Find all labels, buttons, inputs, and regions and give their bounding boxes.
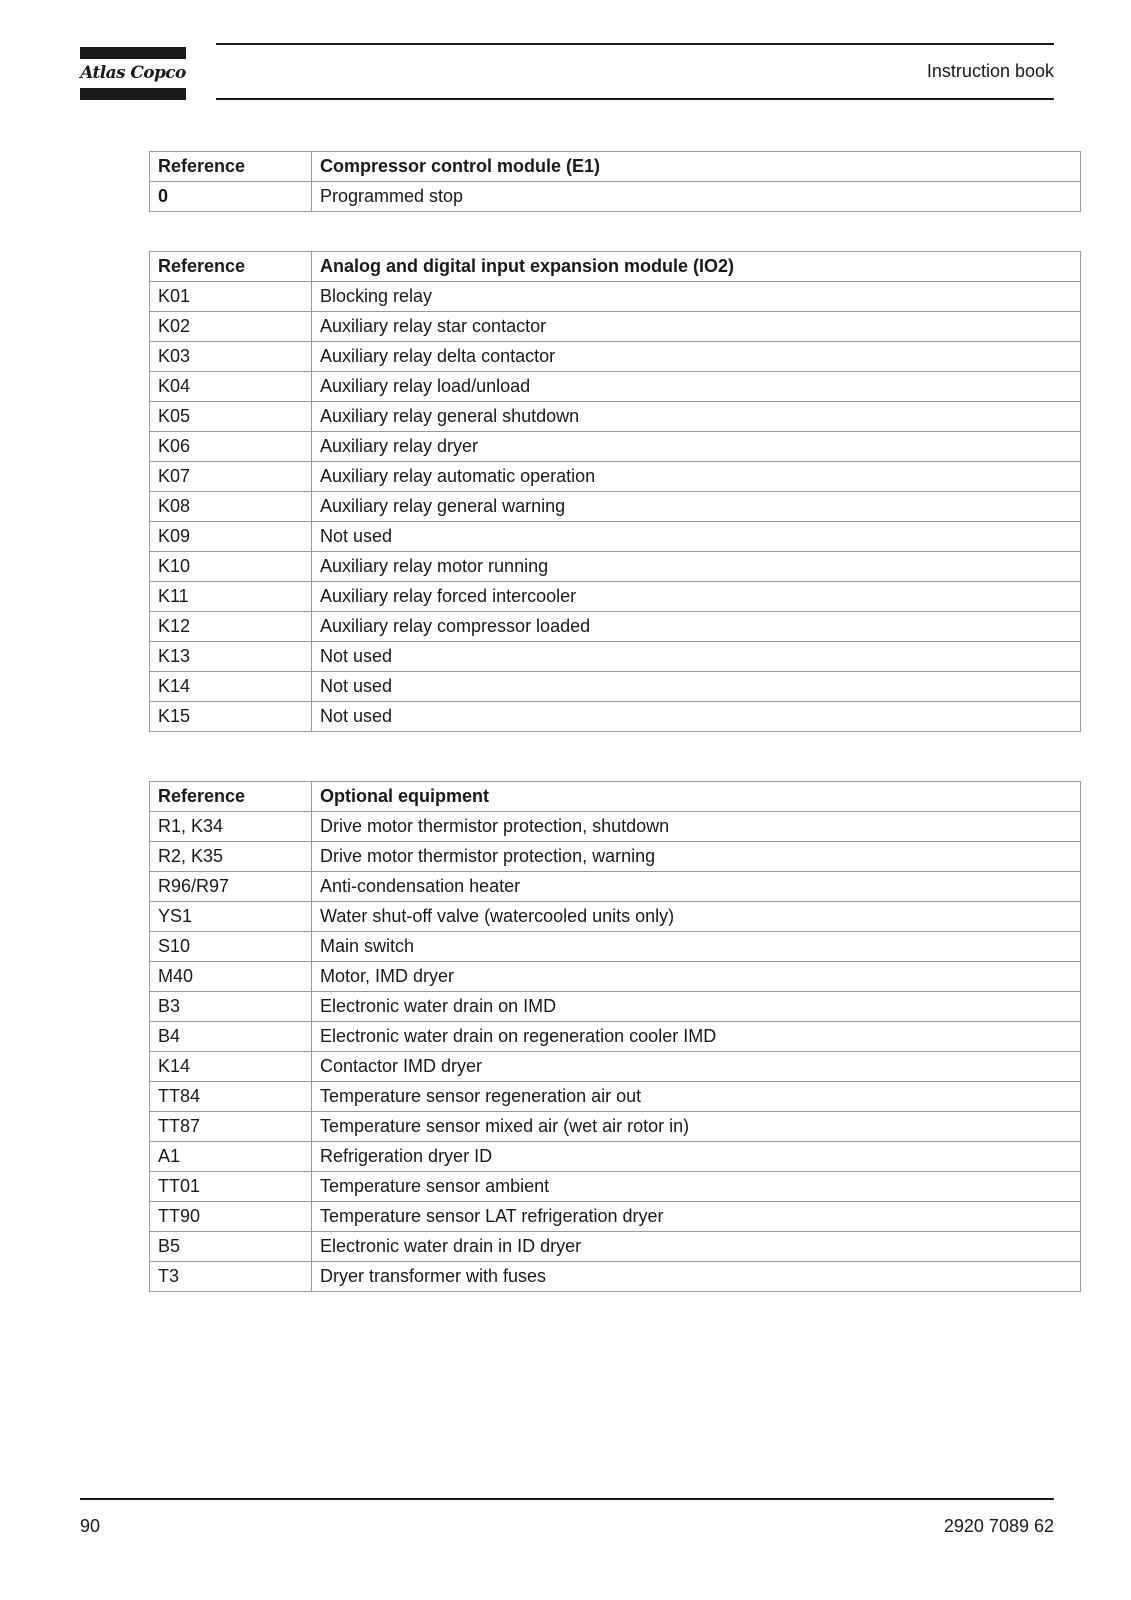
table-row [150,372,1081,402]
reference-cell: K10 [150,552,312,582]
reference-cell: R2, K35 [150,842,312,872]
optional-equipment-table [149,781,1081,1292]
reference-cell: K14 [150,1052,312,1082]
table-row [150,842,1081,872]
description-cell: Drive motor thermistor protection, warning [312,842,1081,872]
table-row [150,992,1081,1022]
reference-cell: K15 [150,702,312,732]
description-cell: Electronic water drain in ID dryer [312,1232,1081,1262]
table-row [150,1262,1081,1292]
description-cell: Auxiliary relay star contactor [312,312,1081,342]
table-row [150,432,1081,462]
reference-cell: K08 [150,492,312,522]
column-header-reference: Reference [150,252,312,282]
reference-cell: K04 [150,372,312,402]
description-cell: Water shut-off valve (watercooled units only) [312,902,1081,932]
table-row [150,282,1081,312]
description-cell: Main switch [312,932,1081,962]
description-cell: Not used [312,672,1081,702]
document-number: 2920 7089 62 [943,1516,1054,1536]
table-row [150,932,1081,962]
table-header-row [150,252,1081,282]
table-row [150,582,1081,612]
table-header-row [150,152,1081,182]
table-row [150,342,1081,372]
description-cell: Auxiliary relay load/unload [312,372,1081,402]
reference-cell: K12 [150,612,312,642]
table-header-row [150,782,1081,812]
reference-cell: A1 [150,1142,312,1172]
logo-bar-top [80,47,186,59]
description-cell: Auxiliary relay general shutdown [312,402,1081,432]
reference-cell: TT90 [150,1202,312,1232]
description-cell: Auxiliary relay delta contactor [312,342,1081,372]
table-row [150,522,1081,552]
reference-cell: M40 [150,962,312,992]
table-row [150,1082,1081,1112]
description-cell: Temperature sensor mixed air (wet air rotor in) [312,1112,1081,1142]
table-row [150,672,1081,702]
table-row [150,552,1081,582]
description-cell: Auxiliary relay compressor loaded [312,612,1081,642]
reference-cell: T3 [150,1262,312,1292]
table-row [150,312,1081,342]
description-cell: Auxiliary relay forced intercooler [312,582,1081,612]
reference-cell: B5 [150,1232,312,1262]
compressor-control-module-table [149,151,1081,212]
reference-cell: K06 [150,432,312,462]
column-header-description: Optional equipment [312,782,1081,812]
reference-cell: TT01 [150,1172,312,1202]
atlas-copco-logo [80,47,186,100]
description-cell: Contactor IMD dryer [312,1052,1081,1082]
table-row [150,812,1081,842]
table-row [150,492,1081,522]
description-cell: Refrigeration dryer ID [312,1142,1081,1172]
reference-cell: TT87 [150,1112,312,1142]
description-cell: Dryer transformer with fuses [312,1262,1081,1292]
table-row [150,1112,1081,1142]
reference-cell: S10 [150,932,312,962]
description-cell: Not used [312,522,1081,552]
table-row [150,1052,1081,1082]
io2-expansion-module-table [149,251,1081,732]
reference-cell: 0 [150,182,312,212]
header-rule-bottom [216,98,1054,100]
reference-cell: YS1 [150,902,312,932]
description-cell: Electronic water drain on IMD [312,992,1081,1022]
reference-cell: K02 [150,312,312,342]
description-cell: Temperature sensor regeneration air out [312,1082,1081,1112]
description-cell: Auxiliary relay motor running [312,552,1081,582]
reference-cell: K05 [150,402,312,432]
description-cell: Auxiliary relay general warning [312,492,1081,522]
reference-cell: K11 [150,582,312,612]
table-row [150,1232,1081,1262]
description-cell: Blocking relay [312,282,1081,312]
table-row [150,902,1081,932]
reference-cell: B3 [150,992,312,1022]
reference-cell: TT84 [150,1082,312,1112]
description-cell: Programmed stop [312,182,1081,212]
reference-cell: R1, K34 [150,812,312,842]
table-row [150,402,1081,432]
reference-cell: B4 [150,1022,312,1052]
description-cell: Motor, IMD dryer [312,962,1081,992]
reference-cell: K01 [150,282,312,312]
table-row [150,1142,1081,1172]
table-row [150,962,1081,992]
reference-cell: K09 [150,522,312,552]
table-row [150,1022,1081,1052]
description-cell: Not used [312,642,1081,672]
reference-cell: K13 [150,642,312,672]
table-row [150,642,1081,672]
description-cell: Auxiliary relay dryer [312,432,1081,462]
page-number: 90 [80,1516,101,1536]
reference-cell: R96/R97 [150,872,312,902]
description-cell: Temperature sensor LAT refrigeration dryer [312,1202,1081,1232]
table-row [150,872,1081,902]
document-title: Instruction book [926,61,1054,81]
description-cell: Auxiliary relay automatic operation [312,462,1081,492]
reference-cell: K14 [150,672,312,702]
header-rule-top [216,43,1054,45]
table-row [150,612,1081,642]
table-row [150,1202,1081,1232]
reference-cell: K07 [150,462,312,492]
reference-cell: K03 [150,342,312,372]
logo-bar-bottom [80,88,186,100]
description-cell: Not used [312,702,1081,732]
table-row [150,462,1081,492]
description-cell: Temperature sensor ambient [312,1172,1081,1202]
logo-wordmark: Atlas Copco [80,63,186,83]
column-header-description: Analog and digital input expansion module (IO2) [312,252,1081,282]
column-header-reference: Reference [150,152,312,182]
description-cell: Electronic water drain on regeneration cooler IMD [312,1022,1081,1052]
table-row [150,1172,1081,1202]
table-row [150,702,1081,732]
description-cell: Drive motor thermistor protection, shutdown [312,812,1081,842]
footer-rule [80,1498,1054,1500]
column-header-reference: Reference [150,782,312,812]
column-header-description: Compressor control module (E1) [312,152,1081,182]
description-cell: Anti-condensation heater [312,872,1081,902]
table-row [150,182,1081,212]
